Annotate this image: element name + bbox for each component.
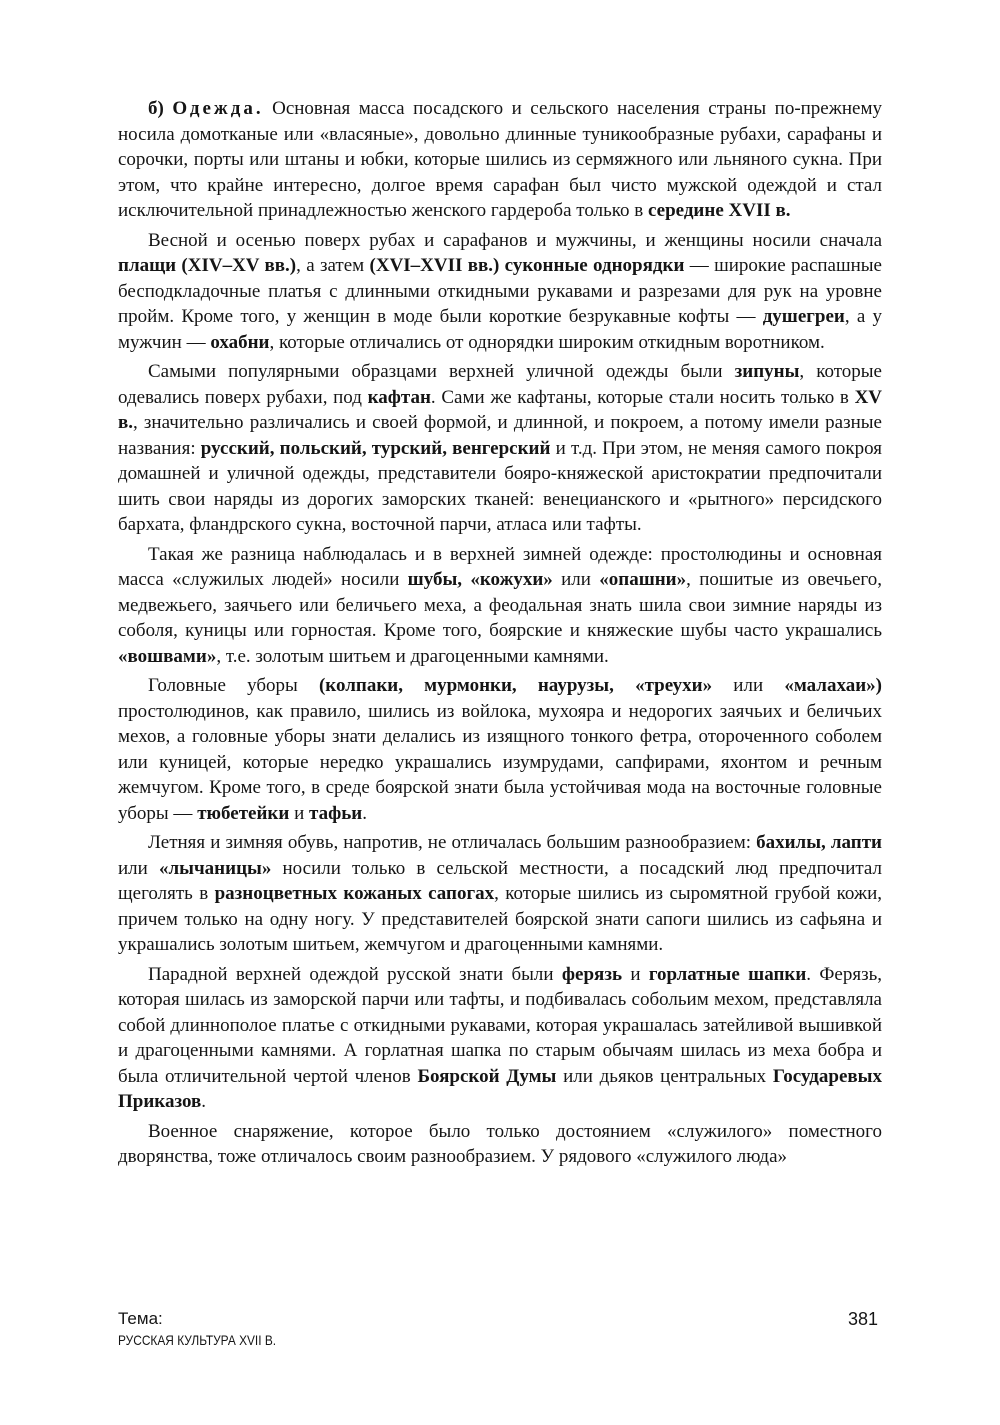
- bold-term: «малахаи»): [784, 675, 882, 696]
- text-run: , а затем: [296, 255, 370, 276]
- bold-term: тюбетейки: [197, 802, 290, 824]
- text-run: или: [552, 569, 600, 590]
- text-run: Такая же разница наблюдалась и в верхней зимней одежде: простолюдины и основная масса «служилых людей» носили: [118, 543, 882, 590]
- bold-term: душегреи: [762, 306, 845, 327]
- text-run: простолюдинов, как правило, шились из войлока, мухояра и недорогих заячьих и беличьих мехов, а головные уборы знати делались из изящного тонкого фетра, отороченного соболем или куницей, которые нередко украшались изумрудами, сапфирами, яхонтом и речным жемчугом. Кроме того, в среде боярской знати была устойчивая мода на восточные головные уборы —: [118, 700, 882, 824]
- text-run: Самыми популярными образцами верхней уличной одежды были: [148, 361, 735, 382]
- text-run: , а у мужчин —: [118, 306, 883, 353]
- paragraph: [118, 962, 882, 1115]
- bold-term: Государевых Приказов: [118, 1065, 882, 1112]
- bold-term: тафьи: [309, 802, 363, 824]
- topic-title: РУССКАЯ КУЛЬТУРА XVII В.: [118, 1332, 277, 1348]
- text-run: .: [201, 1091, 207, 1112]
- bold-term: плащи (XIV–XV вв.): [118, 255, 297, 276]
- text-run: . Сами же кафтаны, которые стали носить только в: [430, 386, 855, 408]
- paragraph: [118, 96, 882, 224]
- bold-term: «лычаницы»: [158, 857, 272, 879]
- text-run: , которые одевались поверх рубахи, под: [118, 361, 882, 408]
- text-run: и: [622, 963, 649, 985]
- bold-term: ферязь: [561, 963, 623, 985]
- bold-term: русский, польский, турский, венгерский: [200, 437, 551, 459]
- text-run: или дьяков центральных: [556, 1065, 773, 1087]
- bold-term: середине XVII в.: [647, 200, 791, 221]
- text-run: , т.е. золотым шитьем и драгоценными камнями.: [216, 645, 609, 667]
- paragraph: [118, 228, 882, 356]
- bold-term: горлатные шапки: [648, 963, 807, 985]
- text-run: , которые шились из сыромятной грубой кожи, причем только на одну ногу. У представителей боярской знати сапоги шились из сафьяна и украшались золотым шитьем, жемчугом и драгоценными камнями.: [118, 883, 882, 955]
- text-run: Летняя и зимняя обувь, напротив, не отличалась большим разнообразием:: [148, 832, 757, 853]
- text-run: Весной и осенью поверх рубах и сарафанов и мужчины, и женщины носили сначала: [148, 229, 882, 251]
- bold-term: б): [148, 98, 173, 119]
- paragraph: [118, 1119, 882, 1170]
- text-run: или: [712, 675, 785, 696]
- bold-term: зипуны: [734, 361, 800, 382]
- text-run: Военное снаряжение, которое было только достоянием «служилого» поместного дворянства, тоже отличалось своим разнообразием. У рядового «служилого люда»: [118, 1120, 882, 1167]
- text-run: , которые отличались от однорядки широким откидным воротником.: [269, 331, 825, 353]
- page-footer: [118, 1308, 882, 1350]
- bold-term: (XVI–XVII вв.) суконные однорядки: [369, 255, 685, 276]
- bold-term: «вошвами»: [118, 645, 217, 667]
- text-run: и т.д. При этом, не меняя самого покроя домашней и уличной одежды, представители бояро-княжеской аристократии предпочитали шить свои наряды из дорогих заморских тканей: венецианского и «рытного» персидского бархата, фландрского сукна, восточной парчи, атласа или тафты.: [118, 437, 882, 535]
- text-run: .: [362, 802, 367, 824]
- paragraph: [118, 673, 882, 826]
- text-run: , пошитые из овечьего, медвежьего, заячьего или беличьего меха, а феодальная знать шила свои зимние наряды из соболя, куницы или горностая. Кроме того, боярские и княжеские шубы часто украшались: [118, 569, 882, 641]
- text-run: Парадной верхней одеждой русской знати были: [148, 963, 562, 985]
- bold-term: бахилы, лапти: [756, 832, 882, 853]
- bold-term: Одежда.: [172, 98, 264, 119]
- paragraph: [118, 542, 882, 670]
- bold-term: шубы, «кожухи»: [407, 569, 553, 590]
- bold-term: Боярской Думы: [417, 1065, 557, 1087]
- text-run: Основная масса посадского и сельского населения страны по-прежнему носила домотканые или «власяные», довольно длинные туникообразные рубахи, сарафаны и сорочки, порты или штаны и юбки, которые шились из сермяжного или льняного сукна. При этом, что крайне интересно, долгое время сарафан был чисто мужской одеждой и стал исключительной принадлежностью женского гардероба только в: [118, 98, 882, 221]
- topic-label: Тема:: [118, 1309, 163, 1328]
- bold-term: разноцветных кожаных сапогах: [214, 883, 495, 904]
- bold-term: «опашни»: [599, 569, 687, 590]
- bold-term: кафтан: [367, 386, 431, 408]
- text-run: или: [118, 857, 159, 879]
- bold-term: (колпаки, мурмонки, наурузы, «треухи»: [318, 675, 713, 696]
- text-run: и: [289, 802, 310, 824]
- bold-term: XV в.: [118, 386, 883, 433]
- page-number: 381: [847, 1309, 878, 1329]
- text-run: Головные уборы: [148, 675, 319, 696]
- paragraph: [118, 359, 882, 538]
- page-body: [118, 96, 882, 1174]
- text-run: . Ферязь, которая шилась из заморской парчи или тафты, и подбивалась собольим мехом, представляла собой длиннополое платье с откидными рукавами, которая украшалась затейливой вышивкой и драгоценными камнями. А горлатная шапка по старым обычаям шилась из меха бобра и была отличительной чертой членов: [118, 963, 882, 1087]
- paragraph: [118, 830, 882, 958]
- bold-term: охабни: [210, 331, 270, 353]
- text-run: — широкие распашные бесподкладочные платья с длинными откидными рукавами и разрезами для рук на уровне пройм. Кроме того, у женщин в моде были короткие безрукавные кофты —: [118, 255, 882, 327]
- text-run: , значительно различались и своей формой, и длинной, и покроем, а потому имели разные названия:: [118, 412, 882, 459]
- text-run: носили только в сельской местности, а посадский люд предпочитал щеголять в: [118, 857, 882, 904]
